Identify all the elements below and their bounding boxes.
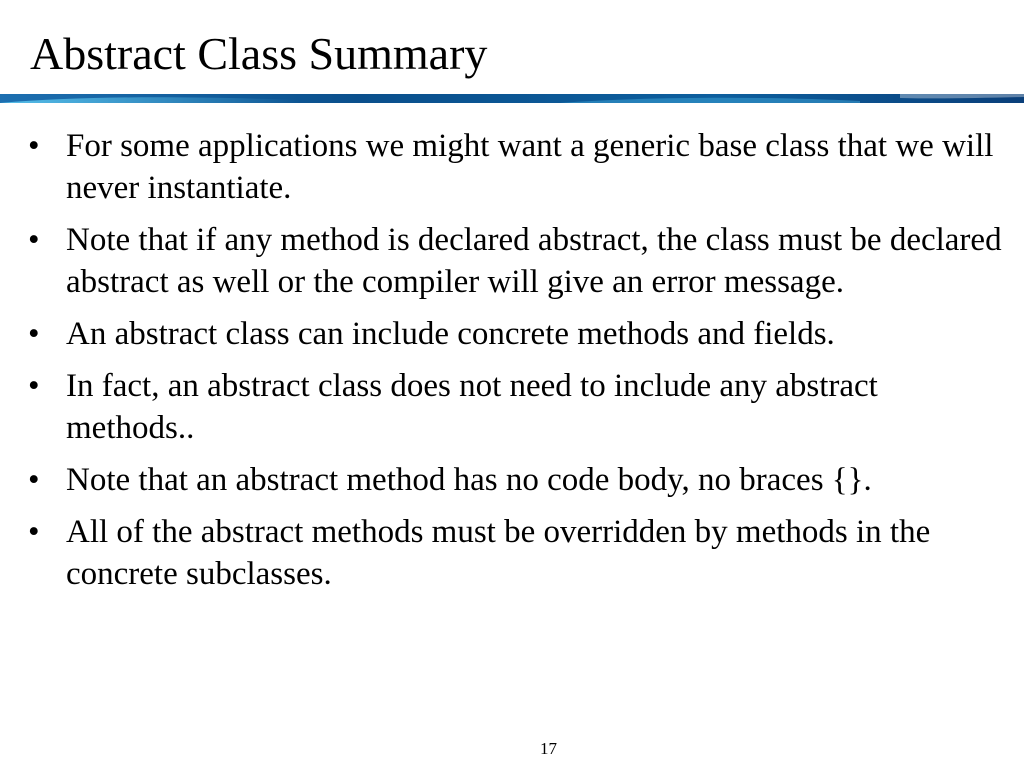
bullet-item bbox=[28, 511, 1013, 595]
page-number: 17 bbox=[540, 739, 557, 758]
bullet-dot: • bbox=[28, 462, 40, 498]
bullet-text: All of the abstract methods must be overridden by methods in the concrete subclasses. bbox=[66, 514, 931, 592]
bullet-dot: • bbox=[28, 368, 40, 404]
bullet-item bbox=[28, 365, 1013, 449]
bullet-dot: • bbox=[28, 316, 40, 352]
bullet-dot: • bbox=[28, 128, 40, 164]
bullet-item bbox=[28, 313, 1013, 355]
bullet-text: An abstract class can include concrete methods and fields. bbox=[66, 316, 835, 352]
bullet-text: For some applications we might want a generic base class that we will never instantiate. bbox=[66, 128, 994, 206]
bullet-item bbox=[28, 125, 1013, 209]
bullet-item bbox=[28, 219, 1013, 303]
bullet-list bbox=[28, 125, 1013, 605]
bullet-text: In fact, an abstract class does not need to include any abstract methods.. bbox=[66, 368, 878, 446]
bullet-text: Note that an abstract method has no code body, no braces {}. bbox=[66, 462, 872, 498]
slide-title: Abstract Class Summary bbox=[30, 28, 488, 79]
bullet-dot: • bbox=[28, 222, 40, 258]
bullet-text: Note that if any method is declared abstract, the class must be declared abstract as well or the compiler will give an error message. bbox=[66, 222, 1002, 300]
bullet-dot: • bbox=[28, 514, 40, 550]
bullet-item bbox=[28, 459, 1013, 501]
title-underline-bar bbox=[0, 94, 1024, 103]
